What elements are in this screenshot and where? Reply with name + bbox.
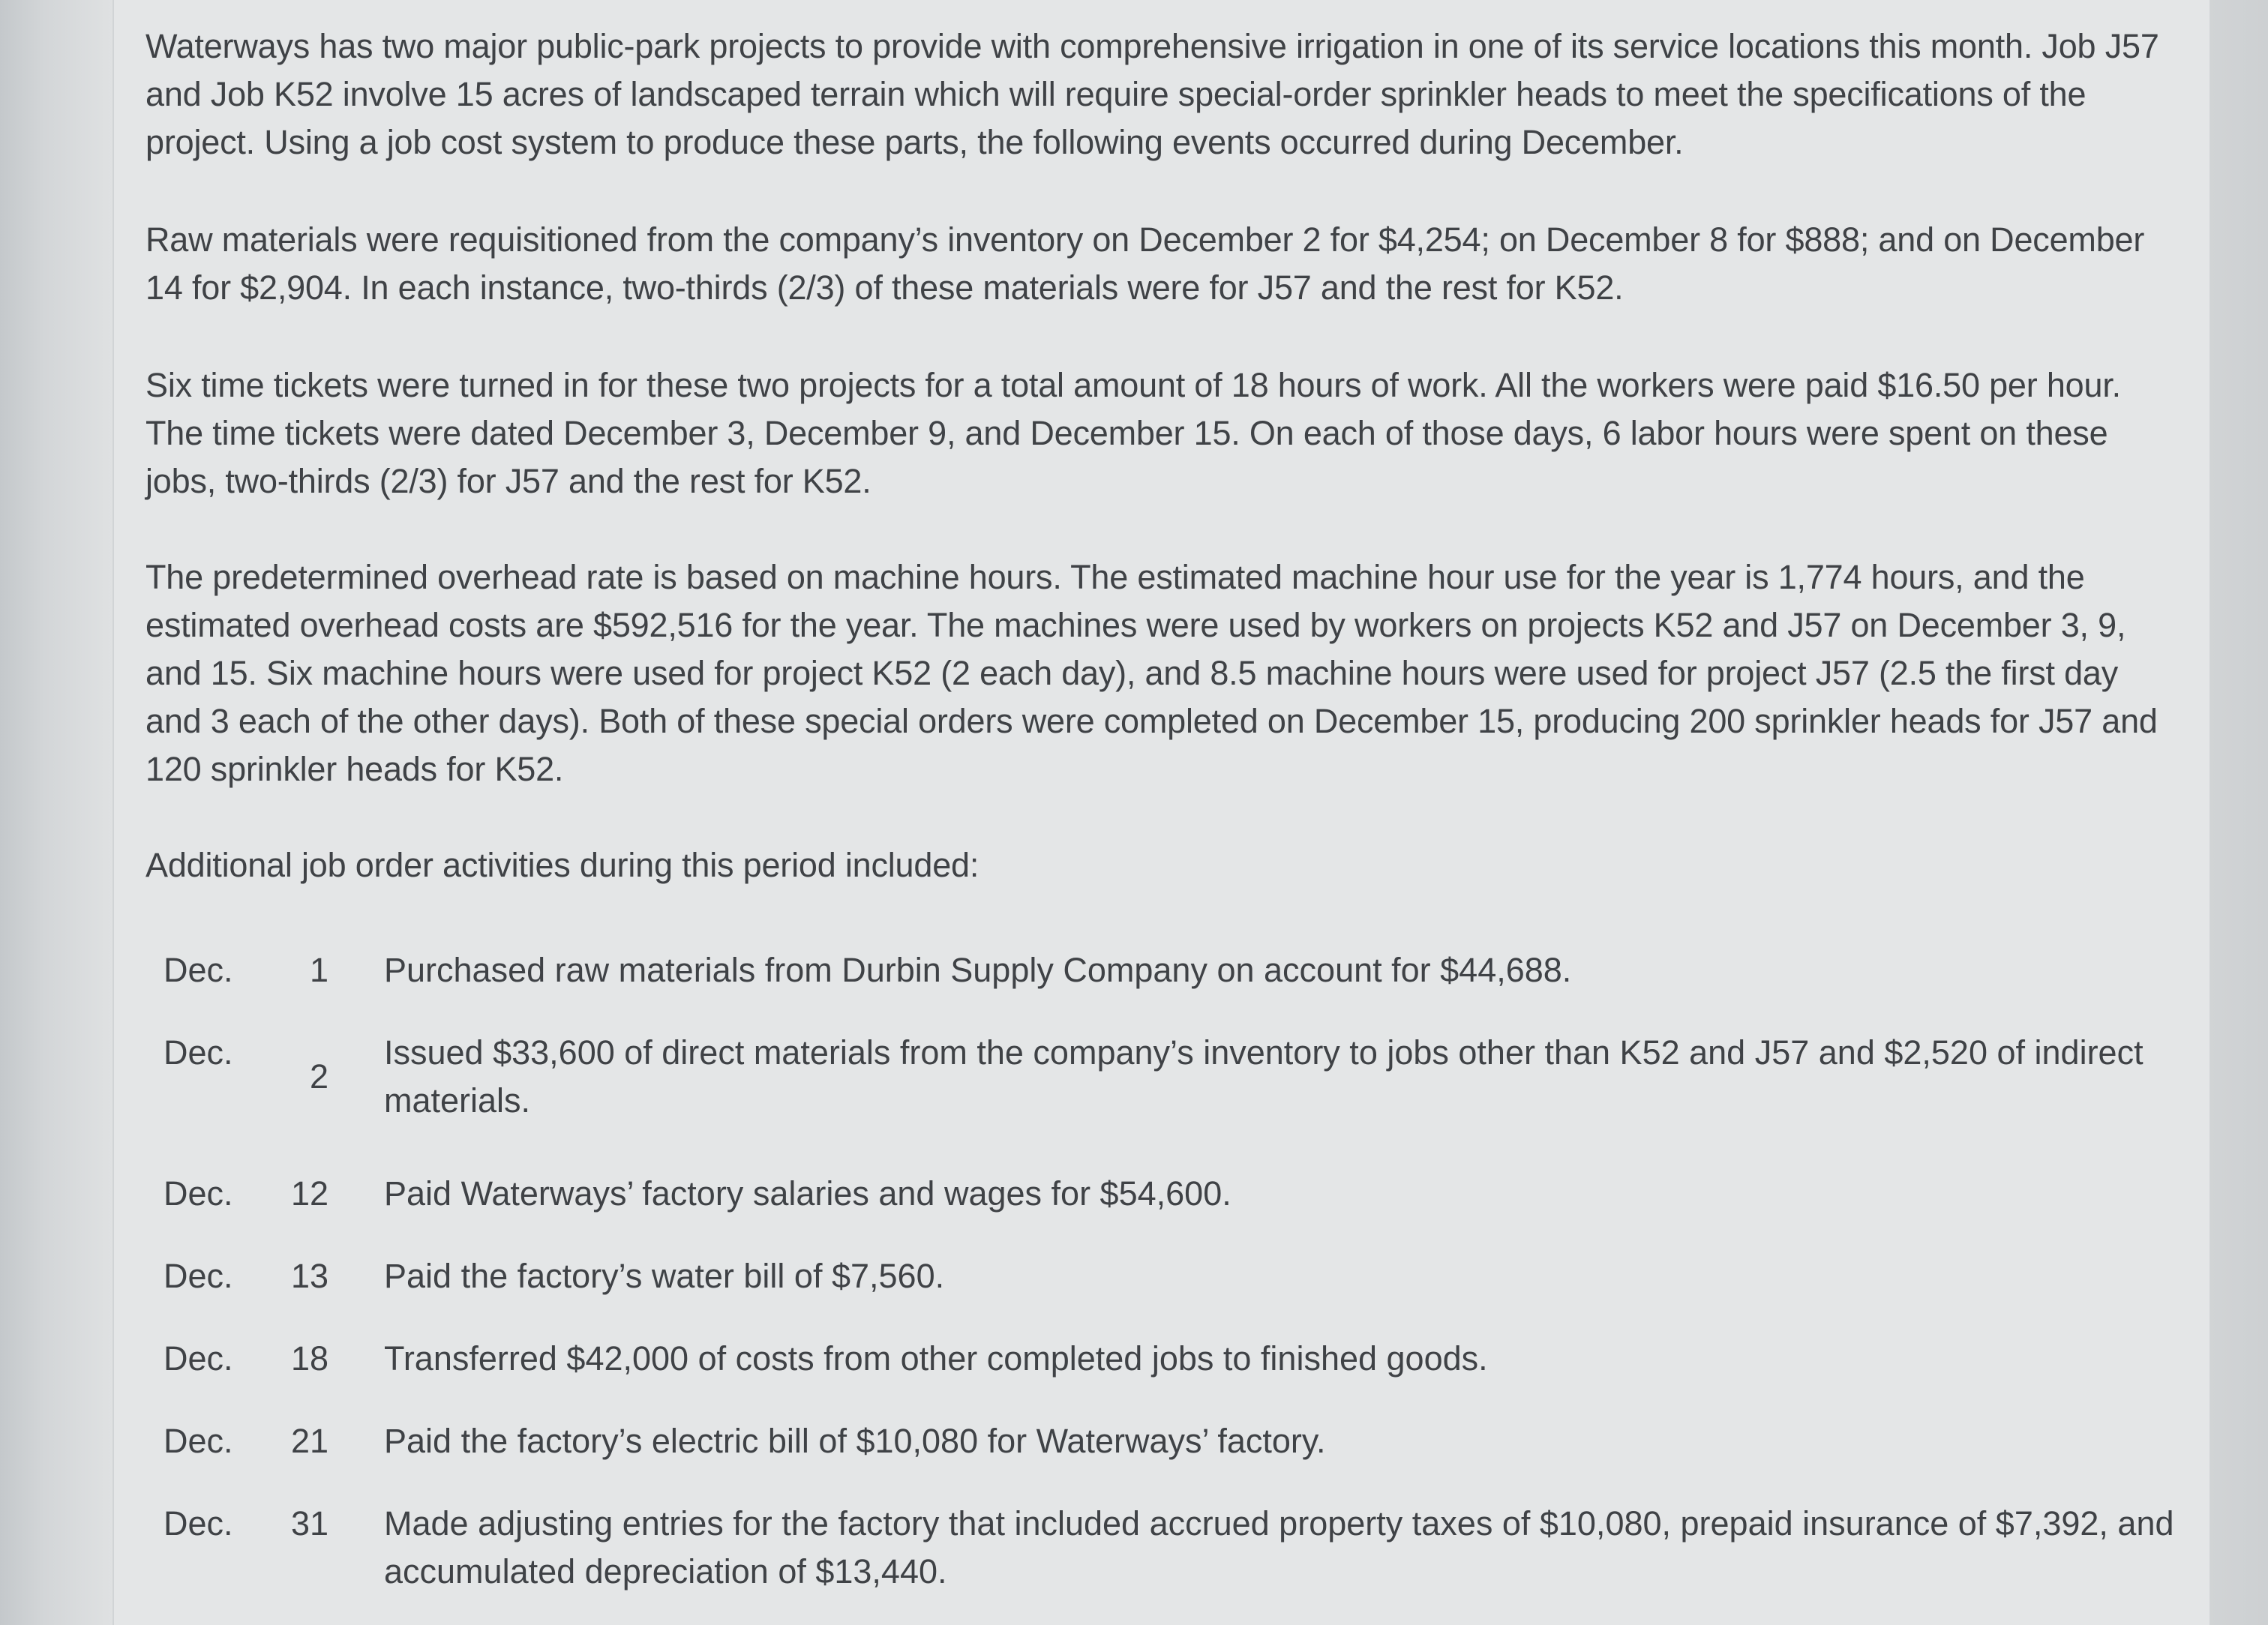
activity-row — [164, 1335, 2188, 1383]
activity-day: 2 — [309, 1057, 328, 1096]
intro-paragraph: Waterways has two major public-park projects to provide with comprehensive irrigation in one of its service locations this month. Job J57 and Job K52 involve 15 acres of landscaped terrain which will require special-order sprinkler heads to meet the specifications of the project. Using a job cost system to produce these parts, the following events occurred during December. — [146, 27, 2159, 161]
activity-description: Purchased raw materials from Durbin Supply Company on account for $44,688. — [384, 951, 1572, 989]
raw-materials-paragraph: Raw materials were requisitioned from the company’s inventory on December 2 for $4,254; on December 8 for $888; and on December 14 for $2,904. In each instance, two-thirds (2/3) of these materials were for J57 and the rest for K52. — [146, 220, 2145, 307]
activity-day: 31 — [290, 1504, 328, 1543]
activity-day: 21 — [290, 1422, 328, 1460]
activity-day: 18 — [290, 1339, 328, 1378]
additional-activities-heading: Additional job order activities during this period included: — [146, 846, 980, 884]
activity-row — [164, 1029, 2188, 1125]
time-tickets-paragraph: Six time tickets were turned in for these two projects for a total amount of 18 hours of work. All the workers were paid $16.50 per hour. The time tickets were dated December 3, December 9, and December 15. On each of those days, 6 labor hours were spent on these jobs, two-thirds (2/3) for J57 and the rest for K52. — [146, 366, 2121, 500]
activity-description: Transferred $42,000 of costs from other completed jobs to finished goods. — [384, 1339, 1488, 1378]
activity-month: Dec. — [164, 1339, 233, 1378]
activity-description: Issued $33,600 of direct materials from the company’s inventory to jobs other than K52 and J57 and $2,520 of indirect materials. — [384, 1033, 2144, 1120]
activity-row — [164, 1500, 2188, 1596]
activity-row — [164, 1417, 2188, 1465]
activity-row — [164, 946, 2188, 994]
activity-description: Paid the factory’s water bill of $7,560. — [384, 1257, 945, 1295]
activity-month: Dec. — [164, 1257, 233, 1295]
activity-day: 13 — [290, 1257, 328, 1295]
activity-description: Paid the factory’s electric bill of $10,080 for Waterways’ factory. — [384, 1422, 1326, 1460]
activity-day: 1 — [309, 951, 328, 989]
activity-month: Dec. — [164, 1033, 233, 1072]
overhead-rate-paragraph: The predetermined overhead rate is based on machine hours. The estimated machine hour use for the year is 1,774 hours, and the estimated overhead costs are $592,516 for the year. The machines were used by workers on projects K52 and J57 on December 3, 9, and 15. Six machine hours were used for project K52 (2 each day), and 8.5 machine hours were used for project J57 (2.5 the first day and 3 each of the other days). Both of these special orders were completed on December 15, producing 200 sprinkler heads for J57 and 120 sprinkler heads for K52. — [146, 558, 2158, 788]
activity-description: Paid Waterways’ factory salaries and wages for $54,600. — [384, 1174, 1232, 1213]
activity-month: Dec. — [164, 1174, 233, 1213]
activity-description: Made adjusting entries for the factory that included accrued property taxes of $10,080, prepaid insurance of $7,392, and accumulated depreciation of $13,440. — [384, 1504, 2174, 1591]
activity-month: Dec. — [164, 951, 233, 989]
activity-row — [164, 1170, 2188, 1218]
activity-row — [164, 1252, 2188, 1300]
activity-month: Dec. — [164, 1422, 233, 1460]
activity-day: 12 — [290, 1174, 328, 1213]
activity-month: Dec. — [164, 1504, 233, 1543]
